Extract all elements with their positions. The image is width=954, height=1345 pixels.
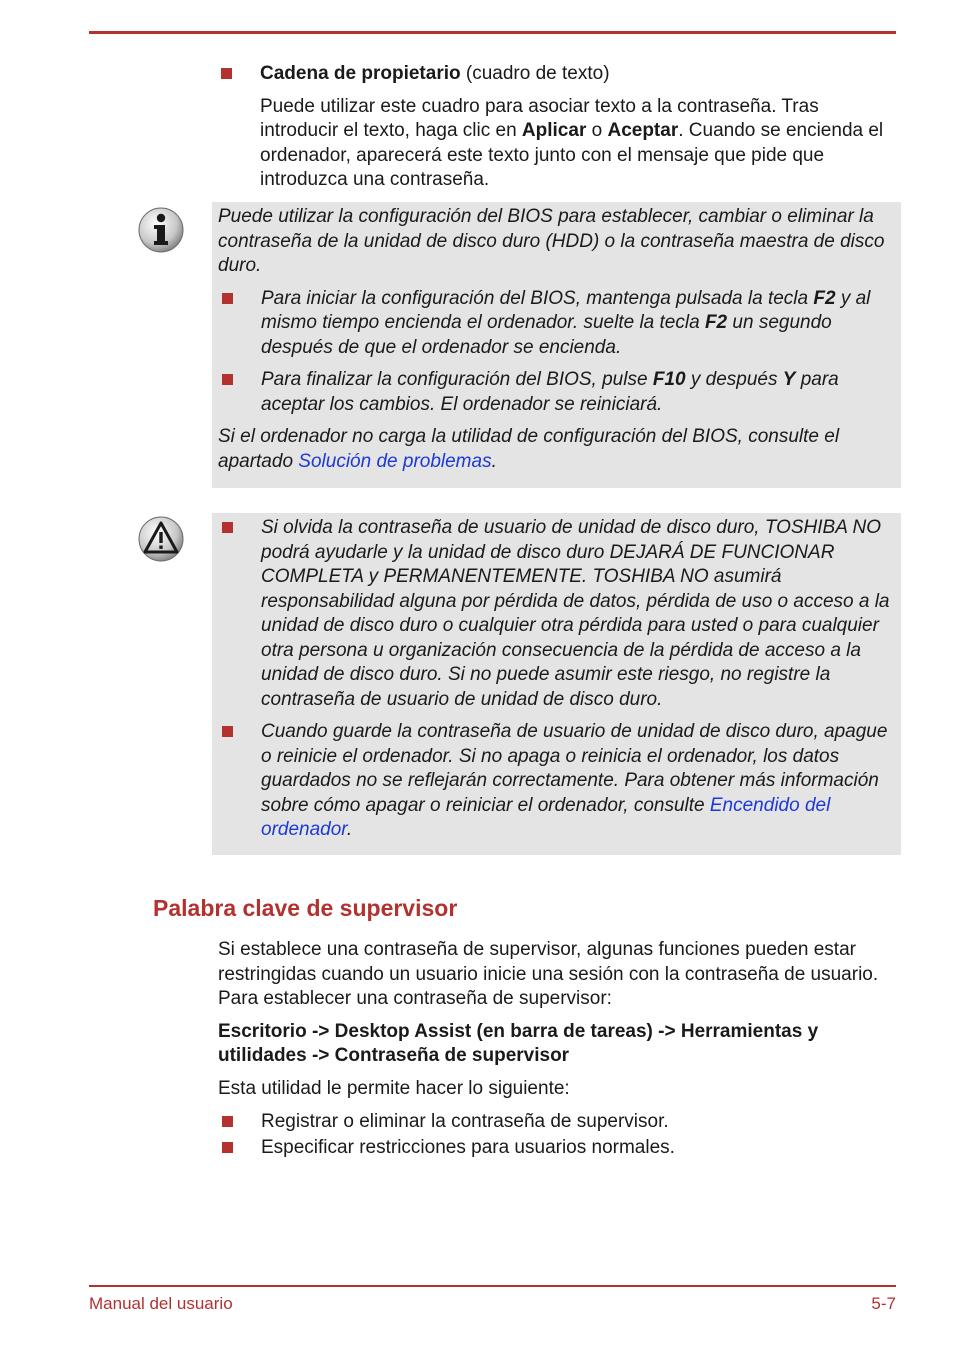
apply-label: Aplicar <box>521 120 587 141</box>
accept-label: Aceptar <box>607 120 679 141</box>
bullet-square-icon <box>222 726 233 737</box>
key-f10: F10 <box>652 369 686 390</box>
owner-string-section <box>217 62 897 193</box>
list-item: Especificar restricciones para usuarios normales. <box>218 1136 888 1161</box>
power-on-link[interactable]: Encendido del ordenador <box>261 794 831 840</box>
key-f2: F2 <box>813 287 836 309</box>
list-item: Si olvida la contraseña de usuario de unidad de disco duro, TOSHIBA NO podrá ayudarle y la unidad de disco duro DEJARÁ DE FUNCIONAR COMPLETA y PERMANENTEMENTE. TOSHIBA NO asumirá responsabilidad alguna por pérdida de datos, pérdida de uso o acceso a la unidad de disco duro o cualquier otra pérdida para usted o para cualquier otra persona u organización consecuencia de la pérdida de acceso a la unidad de disco duro. Si no puede asumir este riesgo, no registre la contraseña de usuario de unidad de disco duro. <box>218 516 895 712</box>
supervisor-list <box>218 1110 888 1160</box>
list-item: Cuando guarde la contraseña de usuario de unidad de disco duro, apague o reinicie el ordenador. Si no apaga o reinicia el ordenador, los datos guardados no se reflejarán correctamente. Para obtener más información sobre cómo apagar o reiniciar el ordenador, consulte Encendido del ordenador. <box>218 720 895 843</box>
bullet-square-icon <box>222 522 233 533</box>
page-number: 5-7 <box>871 1294 896 1313</box>
list-item: Registrar o eliminar la contraseña de supervisor. <box>218 1110 888 1135</box>
owner-string-label-suffix: (cuadro de texto) <box>460 63 610 84</box>
bullet-square-icon <box>222 1142 233 1153</box>
utility-intro: Esta utilidad le permite hacer lo siguiente: <box>218 1077 570 1099</box>
troubleshooting-link[interactable]: Solución de problemas <box>298 450 492 472</box>
info-note-outro: Si el ordenador no carga la utilidad de configuración del BIOS, consulte el apartado Solución de problemas. <box>218 426 840 472</box>
supervisor-body <box>218 938 888 1160</box>
info-note <box>212 202 901 488</box>
bullet-square-icon <box>222 293 233 304</box>
info-icon <box>137 206 185 254</box>
key-y: Y <box>782 369 796 390</box>
list-item: Para iniciar la configuración del BIOS, mantenga pulsada la tecla F2 y al mismo tiempo encienda el ordenador. suelte la tecla F2 un segundo después de que el ordenador se encienda. <box>218 287 895 361</box>
footer-title: Manual del usuario <box>89 1294 233 1313</box>
section-heading: Palabra clave de supervisor <box>153 895 458 921</box>
info-note-intro: Puede utilizar la configuración del BIOS para establecer, cambiar o eliminar la contraseña de la unidad de disco duro (HDD) o la contraseña maestra de disco duro. <box>218 206 885 276</box>
owner-string-description: Puede utilizar este cuadro para asociar texto a la contraseña. Tras introducir el texto, haga clic en Aplicar o Aceptar. Cuando se encienda el ordenador, aparecerá este texto junto con el mensaje que pide que introduzca una contraseña. <box>260 95 884 190</box>
bullet-square-icon <box>221 68 232 79</box>
footer-rule <box>89 1285 896 1287</box>
key-f2: F2 <box>704 312 728 333</box>
owner-string-label: Cadena de propietario <box>260 63 461 84</box>
list-item: Para finalizar la configuración del BIOS, pulse F10 y después Y para aceptar los cambios. El ordenador se reiniciará. <box>218 368 895 417</box>
bullet-square-icon <box>222 1116 233 1127</box>
supervisor-path: Escritorio -> Desktop Assist (en barra de tareas) -> Herramientas y utilidades -> Contraseña de supervisor <box>218 1020 819 1066</box>
list-item <box>217 62 897 87</box>
warning-note <box>212 513 901 855</box>
warning-icon <box>137 515 185 563</box>
header-rule <box>89 31 896 34</box>
supervisor-intro: Si establece una contraseña de supervisor, algunas funciones pueden estar restringidas cuando un usuario inicie una sesión con la contraseña de usuario. Para establecer una contraseña de supervisor: <box>218 939 879 1009</box>
bullet-square-icon <box>222 374 233 385</box>
